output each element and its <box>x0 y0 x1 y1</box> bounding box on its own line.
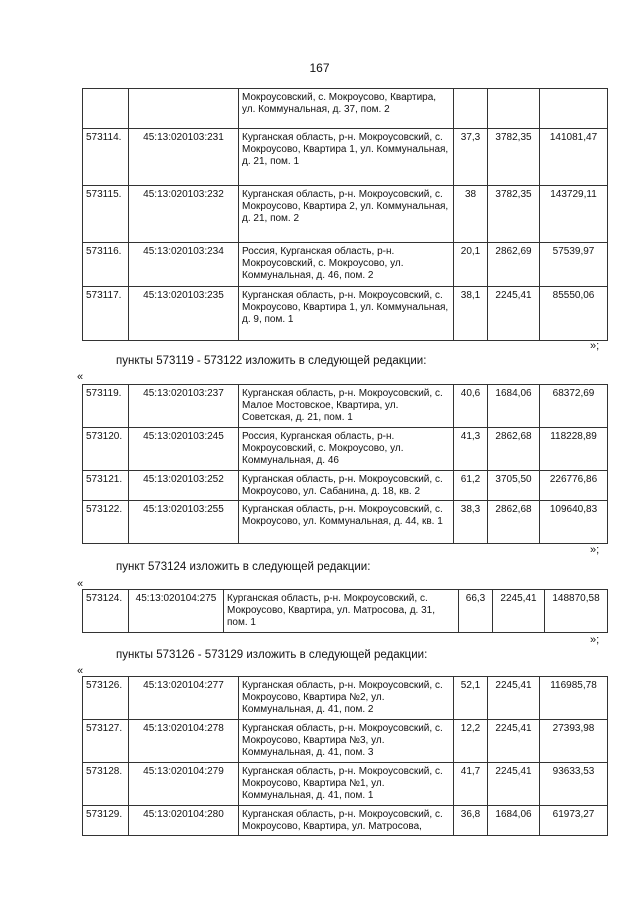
total: 27393,98 <box>540 720 608 763</box>
area: 41,7 <box>454 763 488 806</box>
cadastral-number: 45:13:020104:277 <box>129 677 239 720</box>
price: 2245,41 <box>488 720 540 763</box>
area: 38,3 <box>454 501 488 544</box>
address: Курганская область, р-н. Мокроусовский, с. Мокроусово, Квартира №3, ул. Коммунальная, д. 41, пом. 3 <box>239 720 454 763</box>
price: 2862,68 <box>488 501 540 544</box>
cadastral-number: 45:13:020103:252 <box>129 471 239 501</box>
address: Мокроусовский, с. Мокроусово, Квартира, ул. Коммунальная, д. 37, пом. 2 <box>239 89 454 129</box>
closing-quote: »; <box>590 340 600 352</box>
price: 2862,68 <box>488 428 540 471</box>
row-number: 573119. <box>83 385 129 428</box>
address: Курганская область, р-н. Мокроусовский, с. Мокроусово, Квартира 2, ул. Коммунальная, д. 21, пом. 2 <box>239 186 454 243</box>
table-row <box>83 590 608 633</box>
row-number: 573124. <box>83 590 129 633</box>
row-number: 573115. <box>83 186 129 243</box>
table-row <box>83 763 608 806</box>
row-number: 573114. <box>83 129 129 186</box>
row-number: 573128. <box>83 763 129 806</box>
row-number: 573121. <box>83 471 129 501</box>
area: 12,2 <box>454 720 488 763</box>
area: 38 <box>454 186 488 243</box>
address: Курганская область, р-н. Мокроусовский, с. Мокроусово, Квартира №2, ул. Коммунальная, д. 41, пом. 2 <box>239 677 454 720</box>
total: 118228,89 <box>540 428 608 471</box>
opening-quote: « <box>77 665 84 677</box>
table-row <box>83 243 608 287</box>
total: 57539,97 <box>540 243 608 287</box>
area: 37,3 <box>454 129 488 186</box>
table-row <box>83 129 608 186</box>
area: 66,3 <box>459 590 493 633</box>
row-number: 573127. <box>83 720 129 763</box>
area: 36,8 <box>454 806 488 836</box>
address: Курганская область, р-н. Мокроусовский, с. Мокроусово, Квартира, ул. Матросова, д. 31, пом. 1 <box>224 590 459 633</box>
price: 1684,06 <box>488 806 540 836</box>
cadastral-number: 45:13:020104:279 <box>129 763 239 806</box>
area: 41,3 <box>454 428 488 471</box>
opening-quote: « <box>77 578 84 590</box>
closing-quote: »; <box>590 544 600 556</box>
property-table-1 <box>82 88 608 341</box>
opening-quote: « <box>77 371 84 383</box>
table-row <box>83 677 608 720</box>
address: Курганская область, р-н. Мокроусовский, с. Мокроусово, Квартира 1, ул. Коммунальная, д. 9, пом. 1 <box>239 287 454 341</box>
price: 2245,41 <box>488 677 540 720</box>
table-row <box>83 428 608 471</box>
cadastral-number: 45:13:020103:232 <box>129 186 239 243</box>
table-row <box>83 471 608 501</box>
row-number: 573126. <box>83 677 129 720</box>
page-number: 167 <box>309 61 330 75</box>
total: 109640,83 <box>540 501 608 544</box>
area: 20,1 <box>454 243 488 287</box>
address: Курганская область, р-н. Мокроусовский, с. Малое Мостовское, Квартира, ул. Советская, д. 21, пом. 1 <box>239 385 454 428</box>
address: Россия, Курганская область, р-н. Мокроусовский, с. Мокроусово, ул. Коммунальная, д. 46 <box>239 428 454 471</box>
cadastral-number: 45:13:020103:231 <box>129 129 239 186</box>
address: Курганская область, р-н. Мокроусовский, с. Мокроусово, Квартира №1, ул. Коммунальная, д. 41, пом. 1 <box>239 763 454 806</box>
price: 2245,41 <box>493 590 545 633</box>
row-number: 573120. <box>83 428 129 471</box>
amendment-paragraph-2: пункт 573124 изложить в следующей редакции: <box>116 561 371 573</box>
address: Курганская область, р-н. Мокроусовский, с. Мокроусово, ул. Коммунальная, д. 44, кв. 1 <box>239 501 454 544</box>
total: 93633,53 <box>540 763 608 806</box>
total <box>540 89 608 129</box>
closing-quote: »; <box>590 634 600 646</box>
cadastral-number: 45:13:020104:278 <box>129 720 239 763</box>
total: 226776,86 <box>540 471 608 501</box>
table-row <box>83 287 608 341</box>
cadastral-number: 45:13:020104:280 <box>129 806 239 836</box>
price: 2245,41 <box>488 287 540 341</box>
amendment-paragraph-3: пункты 573126 - 573129 изложить в следующей редакции: <box>116 649 428 661</box>
cadastral-number: 45:13:020103:255 <box>129 501 239 544</box>
total: 141081,47 <box>540 129 608 186</box>
cadastral-number: 45:13:020103:245 <box>129 428 239 471</box>
price <box>488 89 540 129</box>
price: 1684,06 <box>488 385 540 428</box>
table-row <box>83 89 608 129</box>
area: 52,1 <box>454 677 488 720</box>
property-table-4 <box>82 676 608 836</box>
price: 2245,41 <box>488 763 540 806</box>
address: Россия, Курганская область, р-н. Мокроусовский, с. Мокроусово, ул. Коммунальная, д. 46, пом. 2 <box>239 243 454 287</box>
row-number: 573129. <box>83 806 129 836</box>
row-number <box>83 89 129 129</box>
table-row <box>83 806 608 836</box>
total: 148870,58 <box>545 590 608 633</box>
table-row <box>83 720 608 763</box>
address: Курганская область, р-н. Мокроусовский, с. Мокроусово, ул. Сабанина, д. 18, кв. 2 <box>239 471 454 501</box>
total: 68372,69 <box>540 385 608 428</box>
price: 3705,50 <box>488 471 540 501</box>
row-number: 573117. <box>83 287 129 341</box>
address: Курганская область, р-н. Мокроусовский, с. Мокроусово, Квартира 1, ул. Коммунальная, д. 21, пом. 1 <box>239 129 454 186</box>
price: 2862,69 <box>488 243 540 287</box>
property-table-2 <box>82 384 608 544</box>
total: 61973,27 <box>540 806 608 836</box>
area: 40,6 <box>454 385 488 428</box>
total: 143729,11 <box>540 186 608 243</box>
area <box>454 89 488 129</box>
cadastral-number: 45:13:020103:234 <box>129 243 239 287</box>
cadastral-number: 45:13:020104:275 <box>129 590 224 633</box>
amendment-paragraph-1: пункты 573119 - 573122 изложить в следующей редакции: <box>116 355 427 367</box>
table-row <box>83 501 608 544</box>
price: 3782,35 <box>488 129 540 186</box>
area: 61,2 <box>454 471 488 501</box>
area: 38,1 <box>454 287 488 341</box>
address: Курганская область, р-н. Мокроусовский, с. Мокроусово, Квартира, ул. Матросова, <box>239 806 454 836</box>
table-row <box>83 385 608 428</box>
total: 116985,78 <box>540 677 608 720</box>
cadastral-number: 45:13:020103:237 <box>129 385 239 428</box>
row-number: 573116. <box>83 243 129 287</box>
row-number: 573122. <box>83 501 129 544</box>
price: 3782,35 <box>488 186 540 243</box>
property-table-3 <box>82 589 608 633</box>
table-row <box>83 186 608 243</box>
cadastral-number <box>129 89 239 129</box>
total: 85550,06 <box>540 287 608 341</box>
cadastral-number: 45:13:020103:235 <box>129 287 239 341</box>
